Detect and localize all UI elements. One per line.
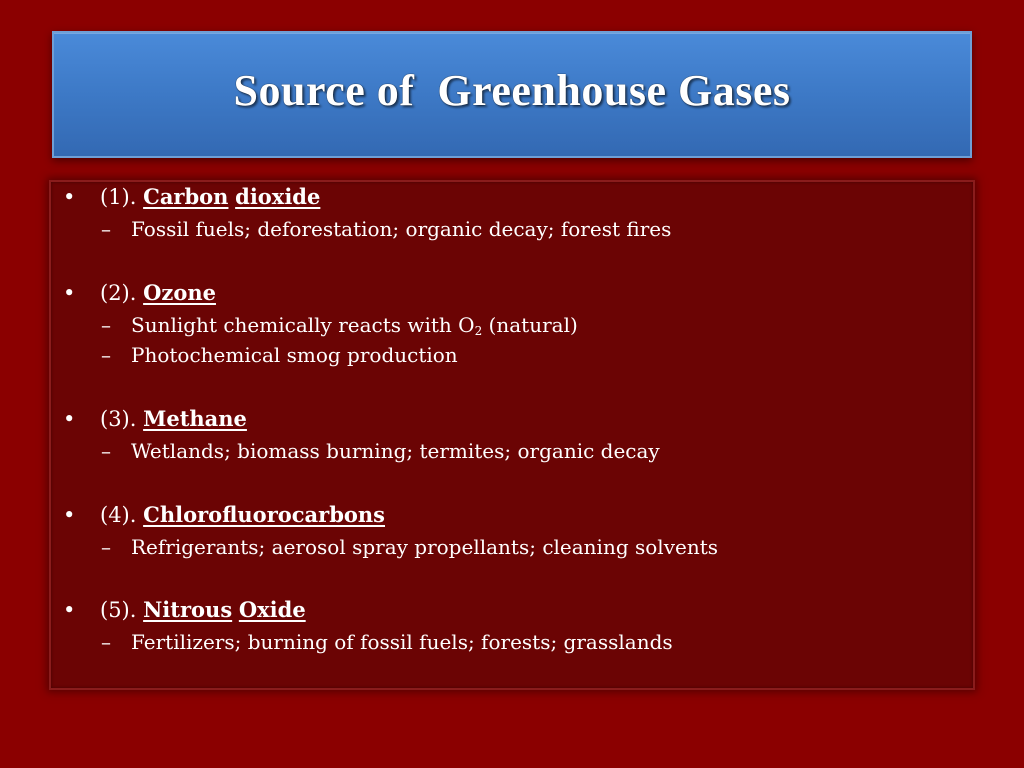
title-banner	[52, 31, 972, 158]
dash-icon: –	[101, 313, 111, 337]
dash-icon: –	[101, 217, 111, 241]
sub-item-text: Refrigerants; aerosol spray propellants; cleaning solvents	[131, 535, 719, 559]
sub-item-text: (natural)	[482, 313, 578, 337]
item-number: (3).	[100, 407, 144, 431]
dash-icon: –	[101, 630, 111, 654]
sub-item-text: Wetlands; biomass burning; termites; organic decay	[131, 439, 660, 463]
item-heading	[63, 406, 247, 432]
sub-item-text: Fossil fuels; deforestation; organic decay; forest fires	[131, 217, 672, 241]
item-heading	[63, 184, 320, 210]
sub-item	[101, 312, 578, 344]
dash-icon: –	[101, 439, 111, 463]
sub-item	[101, 342, 458, 368]
sub-item-text: Fertilizers; burning of fossil fuels; forests; grasslands	[131, 630, 673, 654]
item-number: (2).	[100, 281, 144, 305]
sub-item-text: Photochemical smog production	[131, 343, 458, 367]
item-number: (5).	[100, 598, 144, 622]
bullet-icon: •	[63, 503, 76, 527]
gas-name: Oxide	[238, 597, 306, 622]
item-heading	[63, 597, 306, 623]
sub-item-text: Sunlight chemically reacts with O	[131, 313, 475, 337]
sub-item	[101, 438, 660, 464]
content-panel	[49, 180, 975, 690]
gas-name: Carbon	[143, 184, 229, 209]
bullet-icon: •	[63, 185, 76, 209]
bullet-icon: •	[63, 598, 76, 622]
item-heading	[63, 280, 216, 306]
item-number: (1).	[100, 185, 144, 209]
bullet-icon: •	[63, 407, 76, 431]
gas-name: Nitrous	[143, 597, 233, 622]
item-heading	[63, 502, 385, 528]
sub-item	[101, 216, 671, 242]
gas-name: Ozone	[143, 280, 216, 305]
gas-name: dioxide	[235, 184, 321, 209]
sub-item	[101, 629, 673, 655]
subscript: 2	[474, 324, 483, 338]
gas-name: Methane	[143, 406, 247, 431]
slide-title: Source of Greenhouse Gases	[233, 66, 791, 115]
bullet-icon: •	[63, 281, 76, 305]
item-number: (4).	[100, 503, 144, 527]
dash-icon: –	[101, 343, 111, 367]
dash-icon: –	[101, 535, 111, 559]
gas-name: Chlorofluorocarbons	[143, 502, 385, 527]
sub-item	[101, 534, 718, 560]
